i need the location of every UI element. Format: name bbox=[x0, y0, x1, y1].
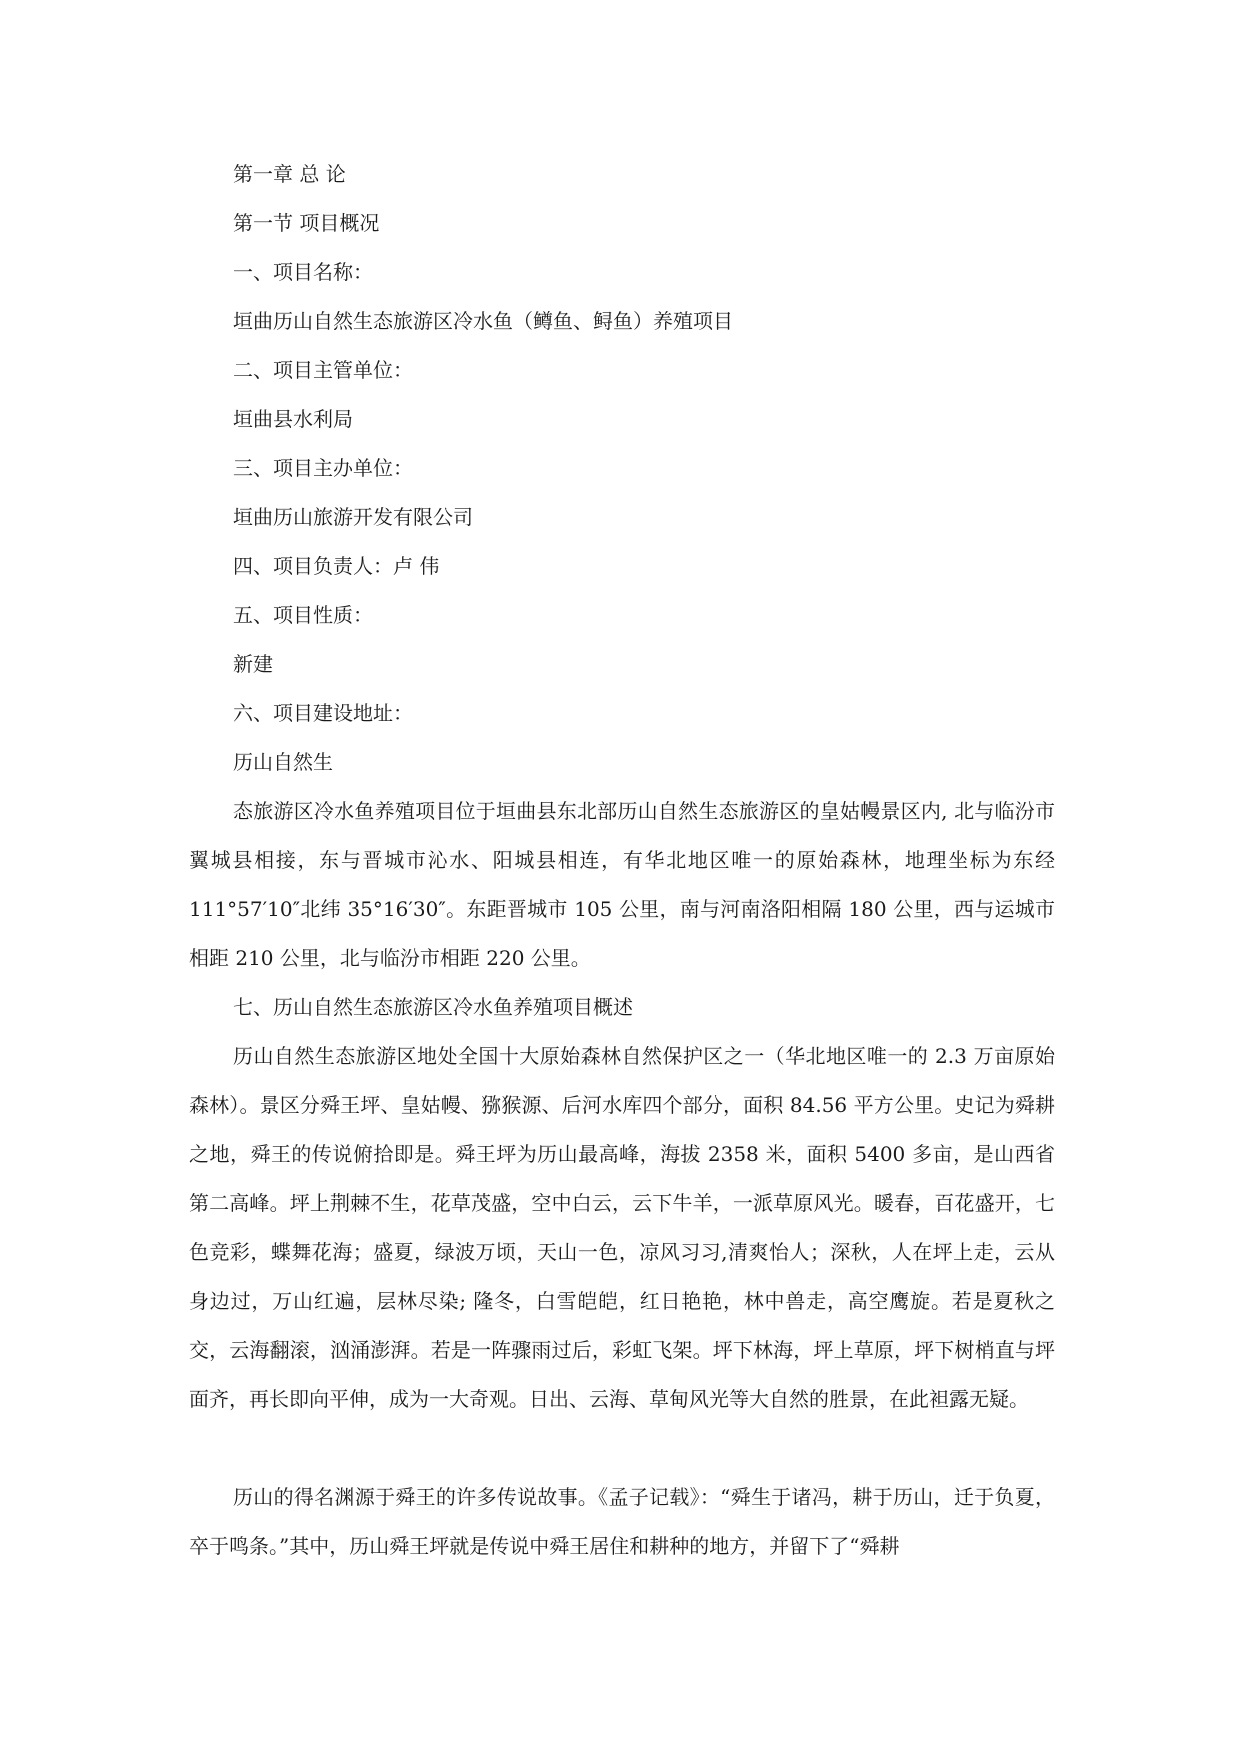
item-heading: 五、项目性质： bbox=[233, 603, 373, 627]
item-value: 垣曲历山旅游开发有限公司 bbox=[233, 505, 473, 529]
item-heading: 六、项目建设地址： bbox=[233, 701, 413, 725]
item-heading: 一、项目名称： bbox=[233, 260, 373, 284]
document-page bbox=[189, 150, 1055, 1571]
item-value: 历山自然生 bbox=[233, 750, 333, 774]
item-heading: 三、项目主办单位： bbox=[233, 456, 413, 480]
overview-paragraph: 历山自然生态旅游区地处全国十大原始森林自然保护区之一（华北地区唯一的 2.3 万亩原始森林）。景区分舜王坪、皇姑幔、猕猴源、后河水库四个部分，面积 84.56 平方公里。史记为舜耕之地，舜王的传说俯拾即是。舜王坪为历山最高峰，海拔 2358 米，面积 5400 多亩，是山西省第二高峰。坪上荆棘不生，花草茂盛，空中白云，云下牛羊，一派草原风光。暖春，百花盛开，七色竞彩，蝶舞花海；盛夏，绿波万顷，天山一色，凉风习习,清爽怡人；深秋，人在坪上走，云从身边过，万山红遍，层林尽染; 隆冬，白雪皑皑，红日艳艳，林中兽走，高空鹰旋。若是夏秋之交，云海翻滚，汹涌澎湃。若是一阵骤雨过后，彩虹飞架。坪下林海，坪上草原，坪下树梢直与坪面齐，再长即向平伸，成为一大奇观。日出、云海、草甸风光等大自然的胜景，在此袒露无疑。 bbox=[189, 1044, 1055, 1411]
item-heading: 二、项目主管单位： bbox=[233, 358, 413, 382]
item-project-leader: 四、项目负责人：卢 伟 bbox=[233, 554, 440, 578]
paragraph-gap bbox=[189, 1424, 1055, 1473]
section-title: 第一节 项目概况 bbox=[233, 211, 380, 235]
item-value: 垣曲历山自然生态旅游区冷水鱼（鳟鱼、鲟鱼）养殖项目 bbox=[233, 309, 733, 333]
location-paragraph: 态旅游区冷水鱼养殖项目位于垣曲县东北部历山自然生态旅游区的皇姑幔景区内, 北与临汾市翼城县相接，东与晋城市沁水、阳城县相连，有华北地区唯一的原始森林，地理坐标为东经 111°57′10″北纬 35°16′30″。东距晋城市 105 公里，南与河南洛阳相隔 180 公里，西与运城市相距 210 公里，北与临汾市相距 220 公里。 bbox=[189, 799, 1055, 970]
item-value: 新建 bbox=[233, 652, 273, 676]
item-value: 垣曲县水利局 bbox=[233, 407, 353, 431]
item-heading: 七、历山自然生态旅游区冷水鱼养殖项目概述 bbox=[233, 995, 633, 1019]
chapter-title: 第一章 总 论 bbox=[233, 162, 346, 186]
legend-paragraph: 历山的得名渊源于舜王的许多传说故事。《孟子记载》：“舜生于诸冯，耕于历山，迁于负夏，卒于鸣条。”其中，历山舜王坪就是传说中舜王居住和耕种的地方，并留下了“舜耕 bbox=[189, 1485, 1055, 1558]
